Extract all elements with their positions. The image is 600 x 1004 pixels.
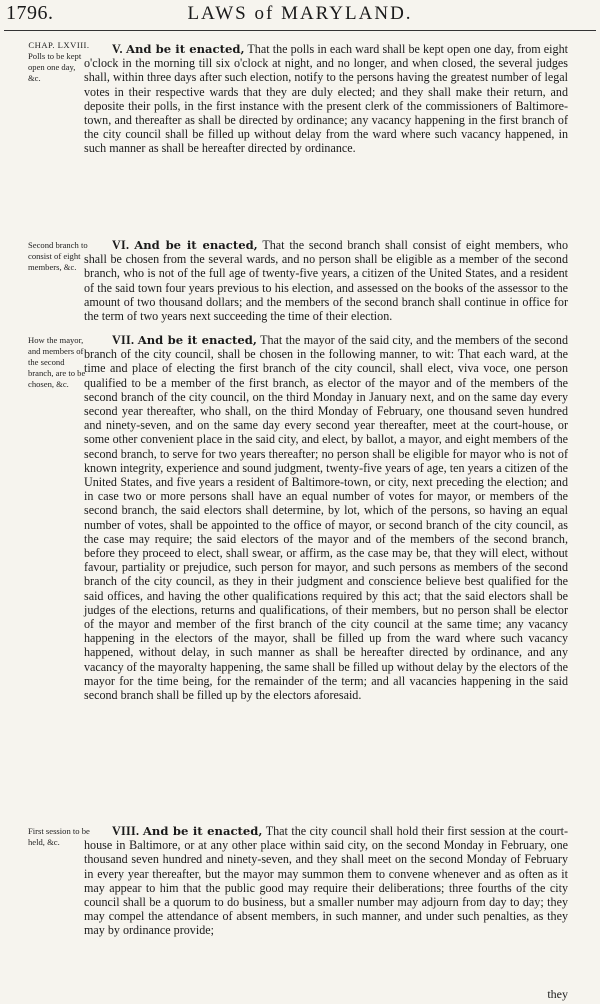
section-numeral: VIII. [112, 824, 140, 838]
enacting-clause: And be it enacted, [125, 42, 245, 56]
margin-note-section-7 [28, 335, 90, 390]
page-title: LAWS of MARYLAND. [187, 3, 413, 24]
section-text: That the mayor of the said city, and the members of the second branch of the city council, shall be chosen in the following manner, to wit: That each ward, at the time and place of electing the first branch of the city council, shall elect, viva voce, one person qualified to be a member of the first branch, as elector of the mayor and of the members of the second branch of the city council, on the third Monday in January next, and on the same day every second year thereafter, who shall, on the third Monday of February, one thousand seven hundred and ninety-seven, and on the same day every second year thereafter, meet at the court-house, or some other convenient place in the said city, and elect, by ballot, a mayor, and eight members of the second branch, to serve for two years thereafter; no person shall be eligible for mayor who is not of known integrity, experience and sound judgment, twenty-five years of age, ten years a citizen of the United States, and five years a resident of Baltimore-town, or city, next preceding the election; and in case two or more persons shall have an equal number of votes for mayor, or members of the second branch, the said electors shall determine, by lot, which of the persons, so having an equal number of votes, shall be appointed to the office of mayor, or second branch of the city council, as the case may require; the said electors of the mayor and of the members of the second branch, before they proceed to elect, shall swear, or affirm, as the case may be, that they will elect, without favour, partiality or prejudice, such person for mayor, and such persons as members of the second branch of the city council, as they in their judgment and conscience believe best qualified for the said offices, and having the other qualifications required by this act; that the said electors shall be judges of the elections, returns and qualifications, of their members, but no person shall be elector of the mayor and member of the first branch of the city council at the same time; any vacancy happening in the electors of the mayor, shall be filled up from the ward where such vacancy happened, without delay, in such manner as shall be hereafter directed by ordinance, and any vacancy of the mayoralty happening, the same shall be filled up without delay by the electors of the mayor for the time being, for the remainder of the term; and all vacancies happening in the said second branch shall be filled up by the electors aforesaid. [84, 333, 568, 703]
section-body [84, 42, 568, 156]
margin-note-text: First session to be held, &c. [28, 826, 90, 847]
header-rule [4, 30, 596, 31]
margin-note-section-6 [28, 240, 90, 273]
margin-note-section-5 [28, 40, 90, 84]
margin-note-section-8 [28, 826, 90, 848]
margin-note-text: How the mayor, and members of the second branch, are to be chosen, &c. [28, 335, 86, 389]
section-text: That the polls in each ward shall be kept open one day, from eight o'clock in the morning till six o'clock at night, and no longer, and when closed, the several judges shall, within three days after such election, notify to the persons having the greatest number of legal votes in their respective wards that they are duly elected; and they shall make their return, and deposite their polls, in the first instance with the present clerk of the commissioners of Baltimore-town, and thereafter as shall be directed by ordinance; any vacancy happening in the first branch of the city council shall be filled up without delay from the ward where such vacancy happened, in such manner as shall be hereafter directed by ordinance. [84, 42, 568, 156]
enacting-clause: And be it enacted, [134, 238, 258, 252]
margin-note-text: Polls to be kept open one day, &c. [28, 51, 82, 83]
section-body [84, 824, 568, 938]
section-text: That the city council shall hold their first session at the court-house in Baltimore, or at any other place within said city, on the second Monday in February, one thousand seven hundred and ninety-seven, and they shall meet on the second Monday of February in every year thereafter, but the mayor may summon them to convene whenever and as often as it may appear to him that the public good may require their deliberations; three fourths of the city council shall be a quorum to do business, but a smaller number may adjourn from day to day; they may compel the attendance of absent members, in such manner, and under such penalties, as they may by ordinance provide; [84, 824, 569, 938]
chapter-number: CHAP. LXVIII. [28, 40, 90, 50]
section-numeral: V. [112, 42, 123, 56]
section-text: That the second branch shall consist of eight members, who shall be chosen from the several wards, and no person shall be eligible as a member of the second branch, who is not of the full age of twenty-five years, a citizen of the United States, and a resident of the said town four years previous to his election, and assessed on the books of the assessor to the amount of two thousand dollars; and the members of the second branch shall continue in office for the term of two years next succeeding the time of their election. [84, 238, 569, 324]
catchword: they [547, 987, 568, 1001]
section-numeral: VI. [112, 238, 130, 252]
page-year: 1796. [6, 2, 54, 24]
section-body [84, 238, 568, 323]
margin-note-text: Second branch to consist of eight members, &c. [28, 240, 88, 272]
section-numeral: VII. [112, 333, 135, 347]
page-header [6, 2, 594, 32]
section-body [84, 333, 568, 702]
enacting-clause: And be it enacted, [137, 333, 257, 347]
enacting-clause: And be it enacted, [142, 824, 263, 838]
